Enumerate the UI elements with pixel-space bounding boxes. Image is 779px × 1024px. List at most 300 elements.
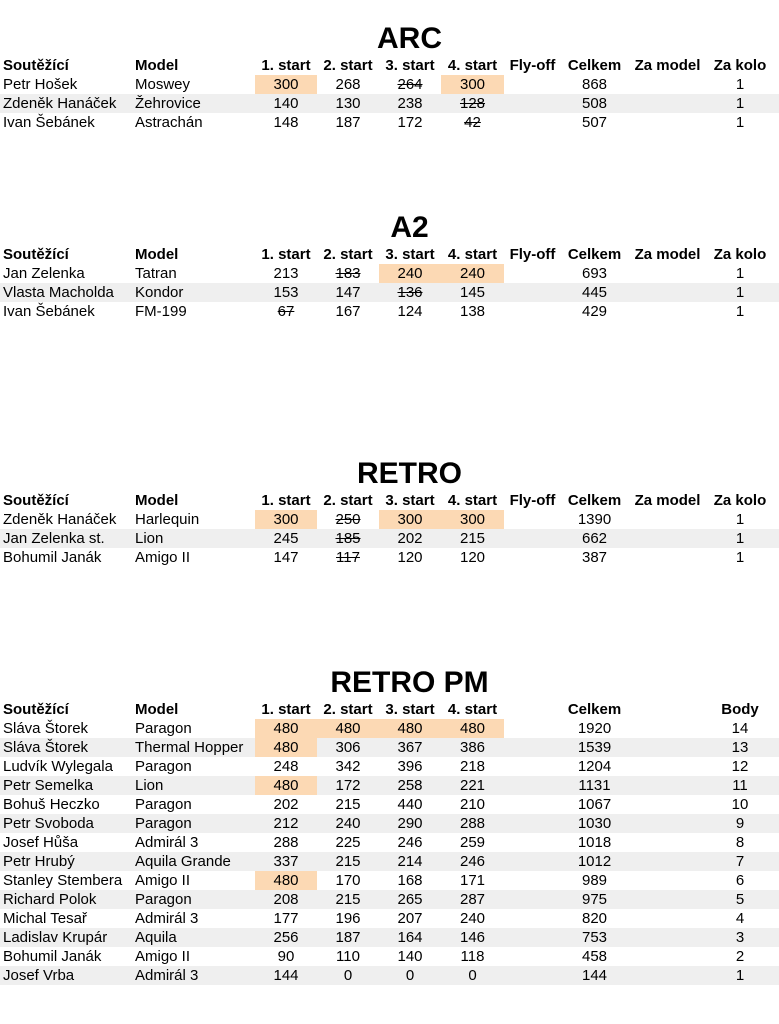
- score-value: 240: [335, 815, 361, 832]
- score-value: 440: [397, 796, 423, 813]
- column-header-name: Soutěžící: [3, 57, 69, 74]
- start-4-score: [441, 928, 504, 947]
- competitor-name: Ivan Šebánek: [3, 114, 95, 131]
- score-value: 130: [335, 95, 361, 112]
- score-value: 300: [273, 76, 299, 93]
- za-kolo-value: 1: [735, 511, 745, 528]
- results-section: [0, 22, 779, 132]
- total-score: 387: [581, 549, 608, 566]
- start-1-score: [255, 966, 317, 985]
- za-model-value: [630, 510, 705, 529]
- score-value: 337: [273, 853, 299, 870]
- total-score: 975: [581, 891, 608, 908]
- start-4-score: [441, 94, 504, 113]
- column-header-start-3: 3. start: [385, 492, 435, 509]
- competitor-name: Sláva Štorek: [3, 739, 89, 756]
- score-value: 386: [459, 739, 486, 756]
- column-header-start-3: 3. start: [385, 701, 435, 718]
- table-row: [0, 264, 779, 283]
- start-1-score: [255, 738, 317, 757]
- score-value: 256: [273, 929, 299, 946]
- column-header-za-kolo: Za kolo: [713, 492, 767, 509]
- score-value: 214: [397, 853, 423, 870]
- score-value: 147: [273, 549, 299, 566]
- results-section: [0, 457, 779, 567]
- total-score: 508: [581, 95, 608, 112]
- total-score: 989: [581, 872, 608, 889]
- start-1-score: [255, 871, 317, 890]
- start-3-score: [379, 738, 441, 757]
- model-name: Lion: [135, 530, 164, 547]
- start-3-score: [379, 966, 441, 985]
- start-4-score: [441, 909, 504, 928]
- score-value: 300: [459, 511, 486, 528]
- score-value: 213: [273, 265, 299, 282]
- score-value: 170: [335, 872, 361, 889]
- score-value: 145: [459, 284, 486, 301]
- table-row: [0, 966, 779, 985]
- start-3-score: [379, 302, 441, 321]
- competitor-name: Petr Semelka: [3, 777, 94, 794]
- total-score: 753: [581, 929, 608, 946]
- score-value: 240: [459, 910, 486, 927]
- za-kolo-value: 1: [735, 303, 745, 320]
- start-2-score: [317, 966, 379, 985]
- table-row: [0, 75, 779, 94]
- model-name: Paragon: [135, 758, 192, 775]
- score-value: 287: [459, 891, 486, 908]
- column-header-fly-off: Fly-off: [509, 492, 556, 509]
- za-model-value: [630, 529, 705, 548]
- start-1-score: [255, 264, 317, 283]
- score-value: 264: [397, 76, 423, 93]
- start-3-score: [379, 871, 441, 890]
- score-value: 215: [335, 891, 361, 908]
- competitor-name: Bohuš Heczko: [3, 796, 100, 813]
- start-2-score: [317, 776, 379, 795]
- table-row: [0, 113, 779, 132]
- competitor-name: Ludvík Wylegala: [3, 758, 113, 775]
- score-value: 207: [397, 910, 423, 927]
- score-value: 240: [397, 265, 423, 282]
- total-score: 1018: [577, 834, 612, 851]
- points-value: 3: [735, 929, 745, 946]
- table-row: [0, 795, 779, 814]
- score-value: 248: [273, 758, 299, 775]
- model-name: Tatran: [135, 265, 177, 282]
- score-value: 148: [273, 114, 299, 131]
- column-header-za-kolo: Za kolo: [713, 246, 767, 263]
- za-kolo-value: 1: [735, 549, 745, 566]
- score-value: 480: [273, 872, 299, 889]
- column-header-start-2: 2. start: [323, 492, 373, 509]
- start-1-score: [255, 852, 317, 871]
- table-row: [0, 947, 779, 966]
- competitor-name: Bohumil Janák: [3, 549, 102, 566]
- score-value: 215: [335, 796, 361, 813]
- score-value: 396: [397, 758, 423, 775]
- table-row: [0, 928, 779, 947]
- start-3-score: [379, 94, 441, 113]
- table-row: [0, 738, 779, 757]
- score-value: 172: [335, 777, 361, 794]
- score-value: 258: [397, 777, 423, 794]
- score-value: 196: [335, 910, 361, 927]
- score-value: 210: [459, 796, 486, 813]
- start-1-score: [255, 94, 317, 113]
- competitor-name: Sláva Štorek: [3, 720, 89, 737]
- start-2-score: [317, 529, 379, 548]
- model-name: Aquila Grande: [135, 853, 231, 870]
- start-4-score: [441, 113, 504, 132]
- score-value: 90: [277, 948, 295, 965]
- points-value: 6: [735, 872, 745, 889]
- column-header-total: Celkem: [567, 246, 622, 263]
- column-header-start-4: 4. start: [447, 492, 498, 509]
- column-header-name: Soutěžící: [3, 492, 69, 509]
- column-header-start-4: 4. start: [447, 246, 498, 263]
- start-2-score: [317, 738, 379, 757]
- table-row: [0, 94, 779, 113]
- points-value: 5: [735, 891, 745, 908]
- start-4-score: [441, 966, 504, 985]
- table-header-row: [0, 245, 779, 264]
- start-4-score: [441, 283, 504, 302]
- score-value: 187: [335, 929, 361, 946]
- competitor-name: Vlasta Macholda: [3, 284, 114, 301]
- score-value: 238: [397, 95, 423, 112]
- score-value: 268: [335, 76, 361, 93]
- competitor-name: Bohumil Janák: [3, 948, 102, 965]
- start-1-score: [255, 795, 317, 814]
- start-3-score: [379, 852, 441, 871]
- za-model-value: [630, 113, 705, 132]
- score-value: 120: [397, 549, 423, 566]
- total-score: 662: [581, 530, 608, 547]
- start-2-score: [317, 890, 379, 909]
- start-3-score: [379, 75, 441, 94]
- start-2-score: [317, 113, 379, 132]
- start-2-score: [317, 909, 379, 928]
- table-row: [0, 871, 779, 890]
- start-1-score: [255, 776, 317, 795]
- column-header-start-2: 2. start: [323, 246, 373, 263]
- column-header-name: Soutěžící: [3, 246, 69, 263]
- model-name: Thermal Hopper: [135, 739, 244, 756]
- start-4-score: [441, 529, 504, 548]
- score-value: 480: [273, 777, 299, 794]
- model-name: FM-199: [135, 303, 187, 320]
- score-value: 177: [273, 910, 299, 927]
- start-2-score: [317, 264, 379, 283]
- column-header-model: Model: [135, 492, 179, 509]
- table-row: [0, 757, 779, 776]
- score-value: 187: [335, 114, 361, 131]
- score-value: 250: [335, 511, 361, 528]
- score-value: 212: [273, 815, 299, 832]
- model-name: Paragon: [135, 720, 192, 737]
- start-2-score: [317, 814, 379, 833]
- start-1-score: [255, 302, 317, 321]
- section-title: ARC: [377, 22, 442, 55]
- column-header-name: Soutěžící: [3, 701, 69, 718]
- total-score: 458: [581, 948, 608, 965]
- start-1-score: [255, 833, 317, 852]
- score-value: 367: [397, 739, 423, 756]
- score-value: 0: [405, 967, 415, 984]
- start-4-score: [441, 833, 504, 852]
- start-1-score: [255, 510, 317, 529]
- model-name: Amigo II: [135, 872, 191, 889]
- score-value: 288: [273, 834, 299, 851]
- column-header-model: Model: [135, 701, 179, 718]
- start-2-score: [317, 75, 379, 94]
- competitor-name: Michal Tesař: [3, 910, 87, 927]
- table-row: [0, 890, 779, 909]
- start-4-score: [441, 75, 504, 94]
- score-value: 185: [335, 530, 361, 547]
- za-model-value: [630, 264, 705, 283]
- points-value: 11: [732, 777, 748, 794]
- competitor-name: Petr Svoboda: [3, 815, 94, 832]
- points-value: 8: [735, 834, 745, 851]
- start-1-score: [255, 890, 317, 909]
- fly-off-score: [505, 302, 560, 321]
- score-value: 128: [459, 95, 486, 112]
- points-value: 4: [735, 910, 745, 927]
- column-header-total: Celkem: [567, 701, 622, 718]
- column-header-model: Model: [135, 57, 179, 74]
- total-score: 429: [581, 303, 608, 320]
- score-value: 218: [459, 758, 486, 775]
- section-title: RETRO: [357, 457, 462, 490]
- start-4-score: [441, 814, 504, 833]
- column-header-za-model: Za model: [634, 246, 701, 263]
- start-4-score: [441, 264, 504, 283]
- score-value: 0: [343, 967, 353, 984]
- start-3-score: [379, 113, 441, 132]
- start-3-score: [379, 947, 441, 966]
- competitor-name: Stanley Stembera: [3, 872, 123, 889]
- score-value: 306: [335, 739, 361, 756]
- score-value: 172: [397, 114, 423, 131]
- start-4-score: [441, 738, 504, 757]
- score-value: 171: [459, 872, 486, 889]
- table-row: [0, 283, 779, 302]
- start-4-score: [441, 947, 504, 966]
- score-value: 110: [336, 948, 360, 965]
- score-value: 120: [459, 549, 486, 566]
- total-score: 1204: [577, 758, 612, 775]
- points-value: 14: [731, 720, 749, 737]
- model-name: Harlequin: [135, 511, 200, 528]
- start-3-score: [379, 833, 441, 852]
- score-value: 164: [397, 929, 423, 946]
- start-1-score: [255, 283, 317, 302]
- score-value: 140: [273, 95, 299, 112]
- start-3-score: [379, 264, 441, 283]
- model-name: Paragon: [135, 796, 192, 813]
- table-header-row: [0, 700, 779, 719]
- za-kolo-value: 1: [735, 76, 745, 93]
- start-1-score: [255, 928, 317, 947]
- column-header-start-3: 3. start: [385, 57, 435, 74]
- model-name: Moswey: [135, 76, 191, 93]
- start-4-score: [441, 890, 504, 909]
- start-3-score: [379, 529, 441, 548]
- score-value: 246: [397, 834, 423, 851]
- score-value: 300: [397, 511, 423, 528]
- fly-off-score: [505, 75, 560, 94]
- start-2-score: [317, 94, 379, 113]
- start-3-score: [379, 283, 441, 302]
- start-2-score: [317, 757, 379, 776]
- start-1-score: [255, 757, 317, 776]
- column-header-start-1: 1. start: [261, 701, 311, 718]
- model-name: Amigo II: [135, 549, 191, 566]
- score-value: 480: [273, 739, 299, 756]
- table-row: [0, 302, 779, 321]
- start-4-score: [441, 776, 504, 795]
- column-header-start-1: 1. start: [261, 57, 311, 74]
- score-value: 300: [459, 76, 486, 93]
- score-value: 144: [273, 967, 299, 984]
- model-name: Paragon: [135, 891, 192, 908]
- fly-off-score: [505, 264, 560, 283]
- start-2-score: [317, 548, 379, 567]
- start-1-score: [255, 909, 317, 928]
- section-title: RETRO PM: [330, 666, 489, 699]
- start-3-score: [379, 795, 441, 814]
- score-value: 288: [459, 815, 486, 832]
- score-value: 480: [459, 720, 486, 737]
- column-header-model: Model: [135, 246, 179, 263]
- score-value: 202: [397, 530, 423, 547]
- za-kolo-value: 1: [735, 114, 745, 131]
- results-section: [0, 211, 779, 321]
- total-score: 1012: [577, 853, 612, 870]
- competitor-name: Petr Hošek: [3, 76, 78, 93]
- score-value: 208: [273, 891, 299, 908]
- table-row: [0, 852, 779, 871]
- start-1-score: [255, 814, 317, 833]
- score-value: 67: [277, 303, 295, 320]
- points-value: 10: [731, 796, 749, 813]
- model-name: Amigo II: [135, 948, 191, 965]
- column-header-start-4: 4. start: [447, 57, 498, 74]
- column-header-start-1: 1. start: [261, 246, 311, 263]
- table-row: [0, 909, 779, 928]
- competitor-name: Petr Hrubý: [3, 853, 75, 870]
- total-score: 1030: [577, 815, 612, 832]
- start-2-score: [317, 302, 379, 321]
- score-value: 202: [273, 796, 299, 813]
- score-value: 480: [397, 720, 423, 737]
- total-score: 1539: [577, 739, 612, 756]
- start-2-score: [317, 947, 379, 966]
- table-row: [0, 510, 779, 529]
- column-header-total: Celkem: [567, 492, 622, 509]
- score-value: 480: [273, 720, 299, 737]
- start-3-score: [379, 548, 441, 567]
- score-value: 342: [335, 758, 361, 775]
- total-score: 445: [581, 284, 608, 301]
- column-header-za-model: Za model: [634, 492, 701, 509]
- start-4-score: [441, 719, 504, 738]
- score-value: 240: [459, 265, 486, 282]
- section-title: A2: [390, 211, 429, 244]
- score-value: 136: [397, 284, 423, 301]
- start-2-score: [317, 852, 379, 871]
- score-value: 300: [273, 511, 299, 528]
- za-model-value: [630, 94, 705, 113]
- start-1-score: [255, 947, 317, 966]
- start-1-score: [255, 719, 317, 738]
- start-4-score: [441, 852, 504, 871]
- points-value: 1: [735, 967, 745, 984]
- fly-off-score: [505, 283, 560, 302]
- start-2-score: [317, 283, 379, 302]
- competitor-name: Ladislav Krupár: [3, 929, 108, 946]
- total-score: 1920: [577, 720, 612, 737]
- table-row: [0, 719, 779, 738]
- table-row: [0, 814, 779, 833]
- start-2-score: [317, 871, 379, 890]
- total-score: 1131: [578, 777, 611, 794]
- column-header-za-model: Za model: [634, 57, 701, 74]
- start-1-score: [255, 113, 317, 132]
- za-model-value: [630, 548, 705, 567]
- score-value: 140: [397, 948, 423, 965]
- fly-off-score: [505, 94, 560, 113]
- total-score: 693: [581, 265, 608, 282]
- model-name: Lion: [135, 777, 164, 794]
- score-value: 124: [397, 303, 423, 320]
- score-value: 225: [335, 834, 361, 851]
- score-value: 167: [335, 303, 361, 320]
- start-1-score: [255, 548, 317, 567]
- column-header-start-2: 2. start: [323, 57, 373, 74]
- score-value: 153: [273, 284, 299, 301]
- start-3-score: [379, 890, 441, 909]
- start-1-score: [255, 75, 317, 94]
- score-value: 168: [397, 872, 423, 889]
- column-header-za-kolo: Za kolo: [713, 57, 767, 74]
- start-4-score: [441, 871, 504, 890]
- total-score: 820: [581, 910, 608, 927]
- total-score: 144: [581, 967, 608, 984]
- score-value: 183: [335, 265, 361, 282]
- model-name: Kondor: [135, 284, 184, 301]
- start-2-score: [317, 719, 379, 738]
- score-value: 118: [460, 948, 485, 965]
- fly-off-score: [505, 510, 560, 529]
- competitor-name: Ivan Šebánek: [3, 303, 95, 320]
- start-2-score: [317, 833, 379, 852]
- score-value: 0: [468, 967, 477, 984]
- model-name: Admirál 3: [135, 910, 199, 927]
- score-value: 147: [335, 284, 361, 301]
- za-model-value: [630, 283, 705, 302]
- model-name: Paragon: [135, 815, 192, 832]
- column-header-start-4: 4. start: [447, 701, 498, 718]
- start-3-score: [379, 814, 441, 833]
- table-row: [0, 833, 779, 852]
- start-3-score: [379, 510, 441, 529]
- start-4-score: [441, 757, 504, 776]
- column-header-start-3: 3. start: [385, 246, 435, 263]
- table-header-row: [0, 491, 779, 510]
